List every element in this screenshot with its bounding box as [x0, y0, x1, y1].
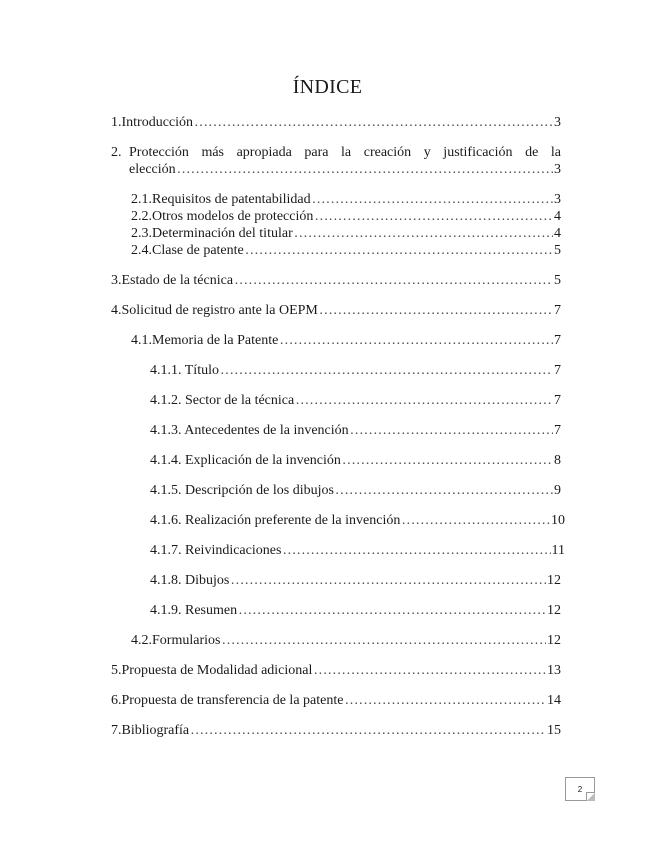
- toc-page: 10: [551, 513, 565, 528]
- toc-number: 6.: [111, 693, 122, 708]
- toc-entry-4-1[interactable]: [131, 332, 561, 349]
- toc-title: Solicitud de registro ante la OEPM: [121, 303, 318, 318]
- toc-entry-4-1-5[interactable]: [150, 482, 561, 499]
- dot-leader: [350, 422, 553, 439]
- toc-entry-4-1-2[interactable]: [150, 392, 561, 409]
- toc-entry-4-1-6[interactable]: [150, 512, 565, 529]
- dot-leader: [282, 542, 550, 559]
- dot-leader: [234, 272, 553, 289]
- toc-number: 2.1.: [131, 192, 152, 207]
- toc-number: 7.: [111, 723, 122, 738]
- toc-page: 15: [547, 723, 561, 738]
- toc-entry-bibliografia[interactable]: [111, 722, 561, 739]
- toc-page: 7: [554, 423, 561, 438]
- dot-leader: [177, 161, 553, 178]
- toc-title: Estado de la técnica: [121, 273, 234, 288]
- dot-leader: [312, 191, 553, 208]
- toc-title: Otros modelos de protección: [152, 209, 314, 224]
- toc-entry-2-4[interactable]: [131, 242, 561, 259]
- toc-page: 7: [554, 333, 561, 348]
- toc-title: 4.1.9. Resumen: [150, 603, 238, 618]
- toc-number: 3.: [111, 273, 122, 288]
- dot-leader: [342, 452, 553, 469]
- toc-title: 4.1.5. Descripción de los dibujos: [150, 483, 334, 498]
- toc-page: 12: [547, 633, 561, 648]
- toc-page: 7: [554, 393, 561, 408]
- toc-entry-solicitud[interactable]: [111, 302, 561, 319]
- toc-title: 4.1.2. Sector de la técnica: [150, 393, 295, 408]
- toc-page: 5: [554, 243, 561, 258]
- dot-leader: [220, 362, 553, 379]
- toc-number: 2.3.: [131, 226, 152, 241]
- toc-number: 2.: [111, 145, 122, 160]
- dot-leader: [401, 512, 550, 529]
- toc-page: 8: [554, 453, 561, 468]
- toc-entry-4-1-4[interactable]: [150, 452, 561, 469]
- toc-page: 12: [547, 573, 561, 588]
- toc-page: 13: [547, 663, 561, 678]
- dot-leader: [245, 242, 553, 259]
- dot-leader: [230, 572, 546, 589]
- dot-leader: [295, 392, 553, 409]
- toc-entry-estado-tecnica[interactable]: [111, 272, 561, 289]
- toc-page: 3: [554, 162, 561, 177]
- toc-entry-introduccion[interactable]: [111, 114, 561, 131]
- toc-title: Bibliografía: [121, 723, 190, 738]
- toc-entry-4-1-9[interactable]: [150, 602, 561, 619]
- toc-entry-4-2[interactable]: [131, 632, 561, 649]
- toc-title: Introducción: [121, 115, 194, 130]
- toc-page: 4: [554, 226, 561, 241]
- toc-entry-transferencia[interactable]: [111, 692, 561, 709]
- dot-leader: [221, 632, 546, 649]
- toc-title-line2: elección: [129, 162, 176, 177]
- toc-title: 4.1.8. Dibujos: [150, 573, 230, 588]
- toc-entry-4-1-1[interactable]: [150, 362, 561, 379]
- toc-entry-modalidad[interactable]: [111, 662, 561, 679]
- toc-page: 14: [547, 693, 561, 708]
- toc-entry-2-2[interactable]: [131, 208, 561, 225]
- dot-leader: [294, 225, 553, 242]
- toc-page: 7: [554, 303, 561, 318]
- toc-page: 4: [554, 209, 561, 224]
- dot-leader: [319, 302, 553, 319]
- toc-entry-proteccion[interactable]: [111, 144, 561, 178]
- dot-leader: [314, 208, 553, 225]
- toc-entry-4-1-8[interactable]: [150, 572, 561, 589]
- toc-title-line1: Protección más apropiada para la creación y justificación de la: [129, 145, 561, 160]
- toc-page: 5: [554, 273, 561, 288]
- page-number: 2: [577, 784, 583, 794]
- toc-number: 4.: [111, 303, 122, 318]
- dot-leader: [190, 722, 546, 739]
- toc-title: 4.1.3. Antecedentes de la invención: [150, 423, 349, 438]
- toc-title: Clase de patente: [152, 243, 244, 258]
- toc-entry-2-3[interactable]: [131, 225, 561, 242]
- toc-title: Formularios: [152, 633, 221, 648]
- dot-leader: [279, 332, 553, 349]
- toc-number: 1.: [111, 115, 122, 130]
- toc-title: Memoria de la Patente: [152, 333, 279, 348]
- dot-leader: [335, 482, 553, 499]
- dot-leader: [238, 602, 546, 619]
- page-fold-icon: [586, 792, 595, 801]
- toc-title: 4.1.7. Reivindicaciones: [150, 543, 282, 558]
- dot-leader: [194, 114, 553, 131]
- toc-title: 4.1.4. Explicación de la invención: [150, 453, 341, 468]
- toc-number: 4.1.: [131, 333, 152, 348]
- toc-title: Propuesta de Modalidad adicional: [121, 663, 313, 678]
- dot-leader: [344, 692, 546, 709]
- toc-title: 4.1.1. Título: [150, 363, 219, 378]
- toc-title: Determinación del titular: [152, 226, 293, 241]
- toc-page: 11: [551, 543, 565, 558]
- toc-number: 5.: [111, 663, 122, 678]
- toc-page: 7: [554, 363, 561, 378]
- toc-page: 12: [547, 603, 561, 618]
- toc-number: 2.2.: [131, 209, 152, 224]
- toc-entry-4-1-7[interactable]: [150, 542, 565, 559]
- toc-title: Propuesta de transferencia de la patente: [121, 693, 344, 708]
- page-title: ÍNDICE: [292, 76, 363, 98]
- toc-number: 4.2.: [131, 633, 152, 648]
- toc-title: 4.1.6. Realización preferente de la invención: [150, 513, 401, 528]
- page-number-box: [565, 777, 595, 801]
- dot-leader: [313, 662, 546, 679]
- toc-entry-4-1-3[interactable]: [150, 422, 561, 439]
- toc-page: 3: [554, 115, 561, 130]
- toc-entry-2-1[interactable]: [131, 191, 561, 208]
- toc-title: Requisitos de patentabilidad: [152, 192, 311, 207]
- toc-page: 3: [554, 192, 561, 207]
- toc-number: 2.4.: [131, 243, 152, 258]
- toc-page: 9: [554, 483, 561, 498]
